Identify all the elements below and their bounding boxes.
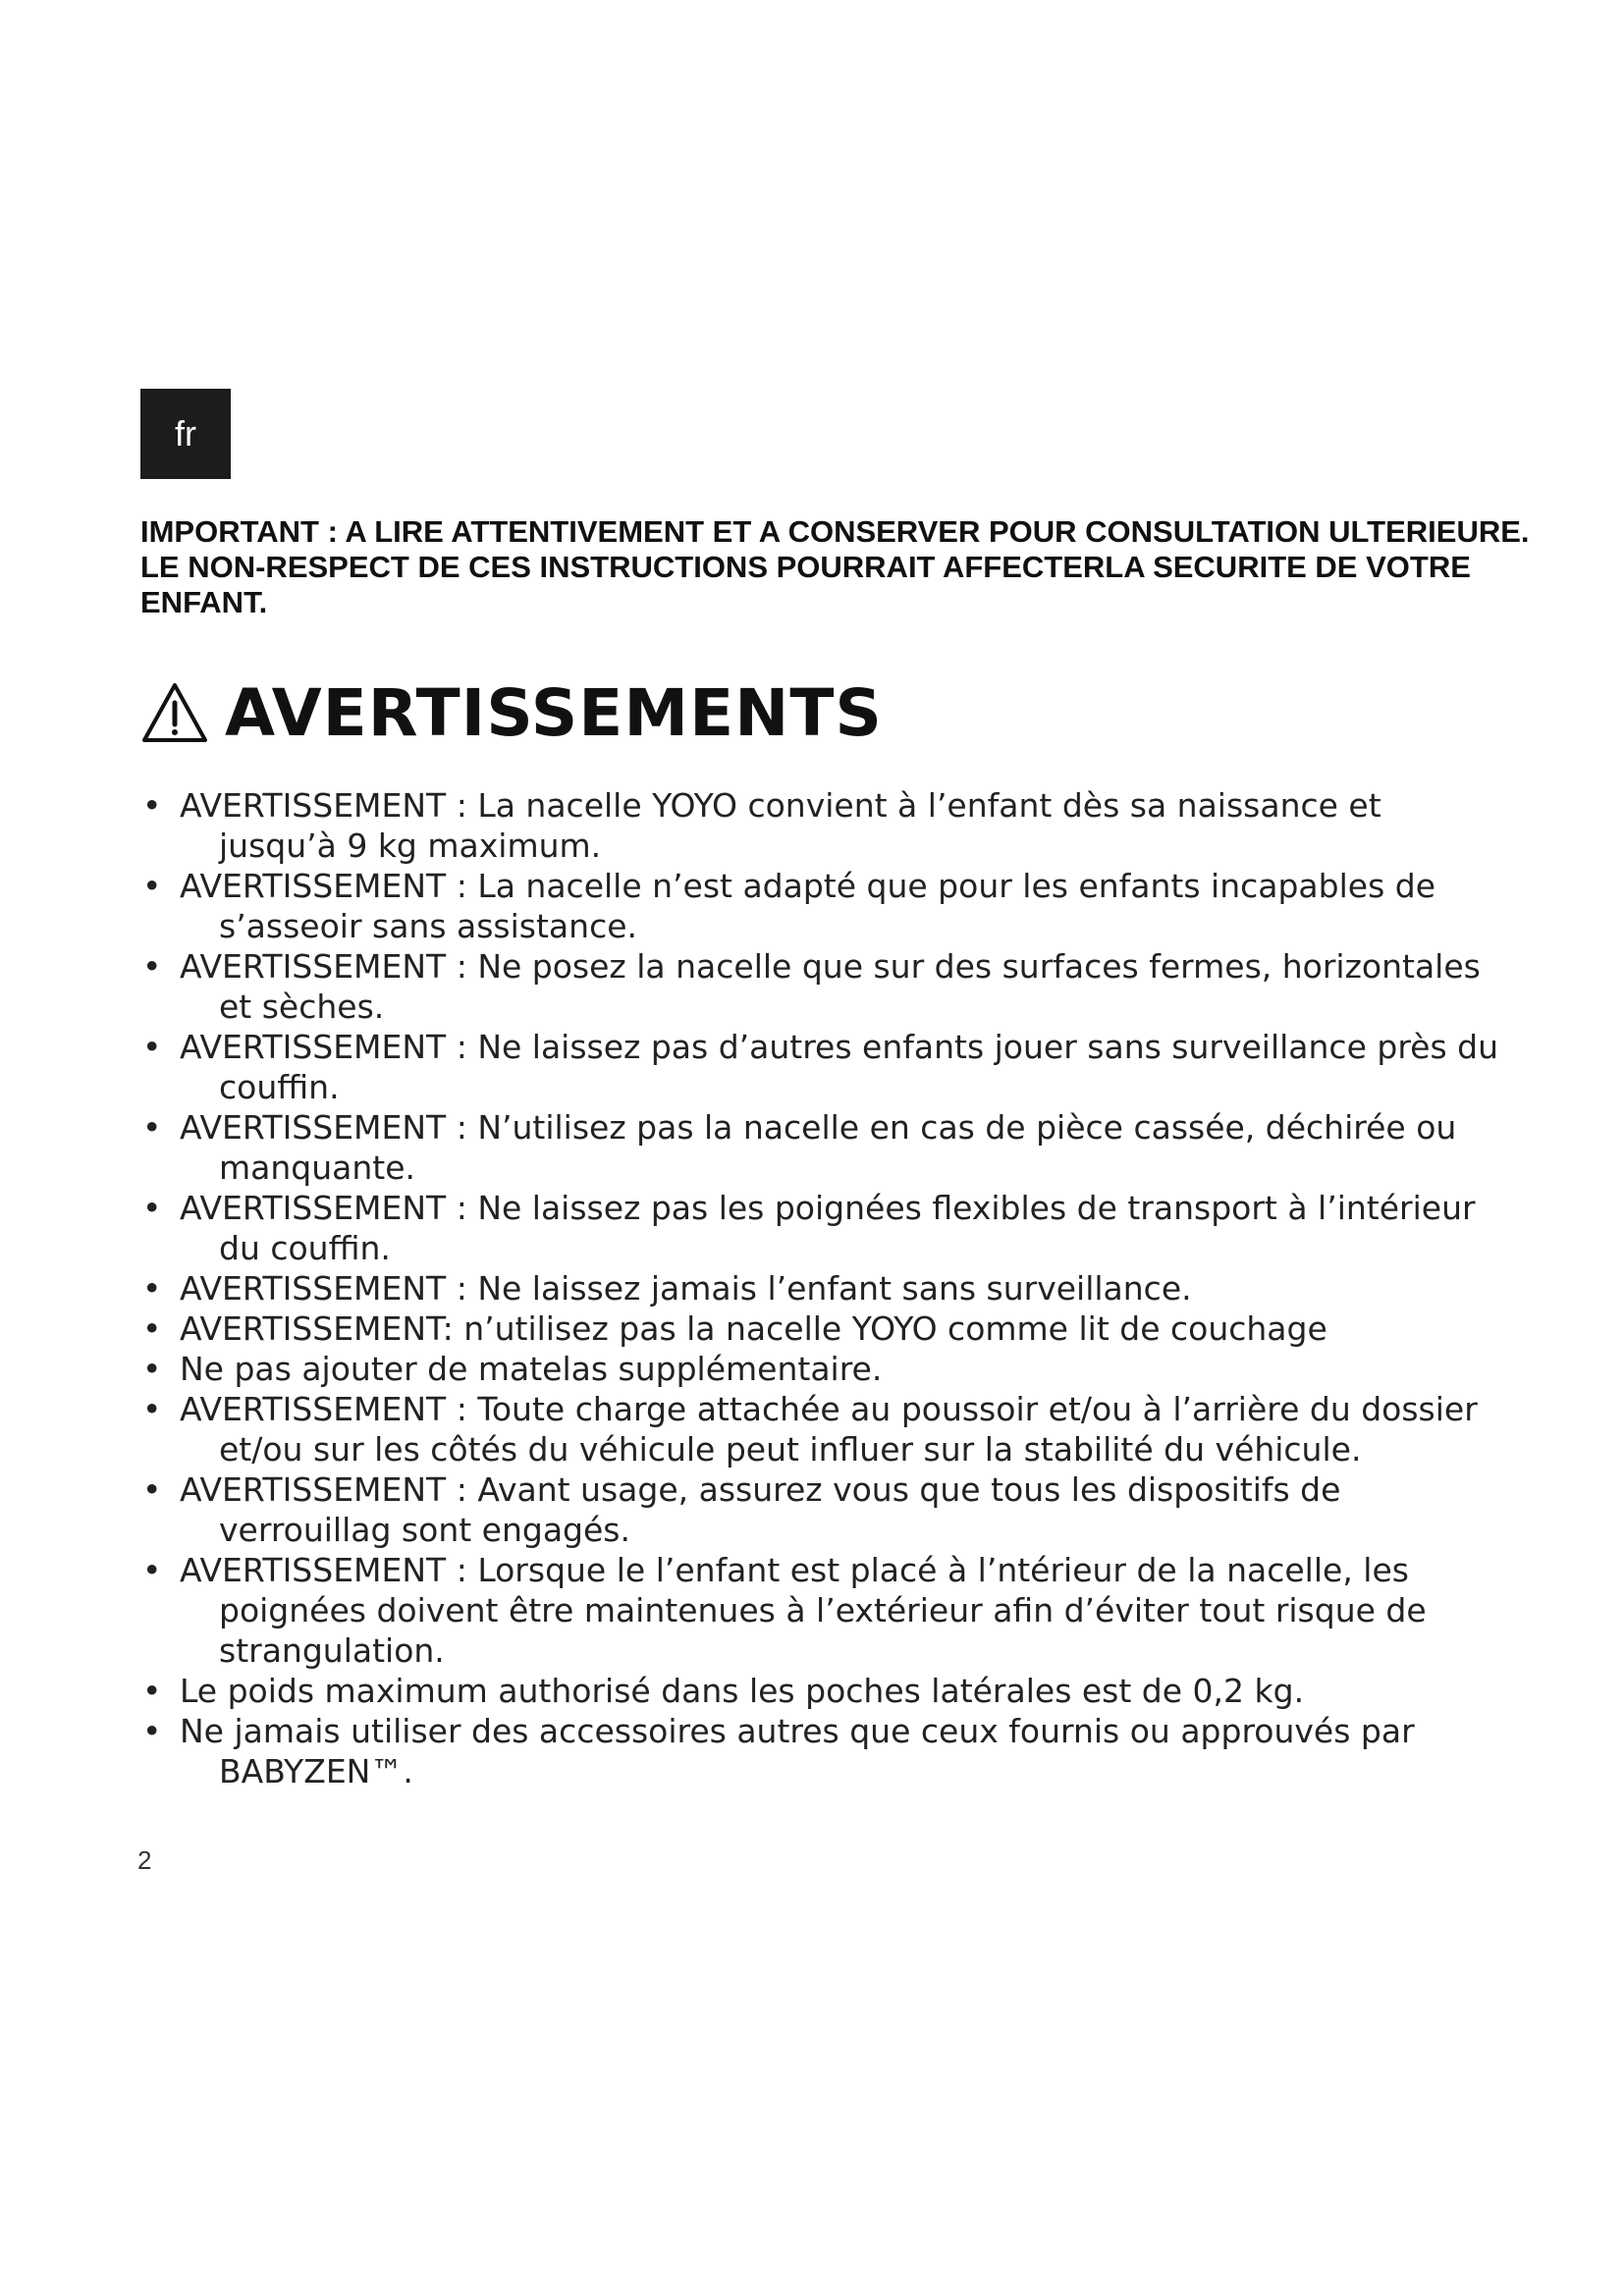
warning-text: BABYZEN™. — [219, 1752, 413, 1790]
warnings-heading — [140, 671, 883, 754]
bullet-icon: • — [142, 1470, 162, 1509]
warning-item — [140, 1671, 1515, 1711]
warning-item — [140, 866, 1515, 946]
bullet-icon: • — [142, 1028, 162, 1066]
warning-text: AVERTISSEMENT : Ne posez la nacelle que sur des surfaces fermes, horizontales — [180, 947, 1481, 986]
bullet-icon: • — [142, 947, 162, 986]
warning-item — [140, 1469, 1515, 1550]
warning-text: AVERTISSEMENT : La nacelle n’est adapté que pour les enfants incapables de — [180, 867, 1436, 905]
important-notice — [140, 514, 1530, 620]
warning-text: Ne pas ajouter de matelas supplémentaire. — [180, 1350, 883, 1388]
warning-item — [140, 946, 1515, 1027]
bullet-icon: • — [142, 786, 162, 825]
warning-item — [140, 1349, 1515, 1389]
bullet-icon: • — [142, 1672, 162, 1710]
warning-text: AVERTISSEMENT : Ne laissez pas les poignées flexibles de transport à l’intérieur — [180, 1189, 1476, 1227]
warning-text: couffin. — [219, 1068, 340, 1106]
bullet-icon: • — [142, 1712, 162, 1750]
warning-text: AVERTISSEMENT : Toute charge attachée au poussoir et/ou à l’arrière du dossier — [180, 1390, 1478, 1428]
warning-item — [140, 785, 1515, 866]
bullet-icon: • — [142, 1309, 162, 1348]
warning-text: Ne jamais utiliser des accessoires autres que ceux fournis ou approuvés par — [180, 1712, 1415, 1750]
bullet-icon: • — [142, 1350, 162, 1388]
bullet-icon: • — [142, 867, 162, 905]
warning-text: jusqu’à 9 kg maximum. — [219, 827, 602, 865]
warning-item — [140, 1308, 1515, 1349]
page-number: 2 — [137, 1845, 152, 1875]
bullet-icon: • — [142, 1189, 162, 1227]
warning-text: manquante. — [219, 1148, 416, 1187]
warning-text: strangulation. — [219, 1631, 445, 1670]
warning-text: et/ou sur les côtés du véhicule peut influer sur la stabilité du véhicule. — [219, 1430, 1362, 1468]
bullet-icon: • — [142, 1551, 162, 1589]
warning-text: AVERTISSEMENT : Avant usage, assurez vous que tous les dispositifs de — [180, 1470, 1341, 1509]
warning-item — [140, 1188, 1515, 1268]
warning-item — [140, 1389, 1515, 1469]
bullet-icon: • — [142, 1390, 162, 1428]
warning-text: AVERTISSEMENT : Lorsque le l’enfant est placé à l’ntérieur de la nacelle, les — [180, 1551, 1409, 1589]
warning-text: AVERTISSEMENT : Ne laissez jamais l’enfant sans surveillance. — [180, 1269, 1192, 1308]
warning-text: du couffin. — [219, 1229, 391, 1267]
warning-text: s’asseoir sans assistance. — [219, 907, 638, 945]
bullet-icon: • — [142, 1269, 162, 1308]
warning-text: AVERTISSEMENT : La nacelle YOYO convient à l’enfant dès sa naissance et — [180, 786, 1381, 825]
bullet-icon: • — [142, 1108, 162, 1147]
warning-item — [140, 1027, 1515, 1107]
warning-text: AVERTISSEMENT : N’utilisez pas la nacelle en cas de pièce cassée, déchirée ou — [180, 1108, 1457, 1147]
language-badge: fr — [140, 389, 231, 479]
warning-triangle-icon — [140, 681, 209, 744]
important-line: LE NON-RESPECT DE CES INSTRUCTIONS POURRAIT AFFECTERLA SECURITE DE VOTRE — [140, 550, 1471, 584]
important-line: IMPORTANT : A LIRE ATTENTIVEMENT ET A CONSERVER POUR CONSULTATION ULTERIEURE. — [140, 514, 1530, 549]
warning-item — [140, 1711, 1515, 1791]
warning-item — [140, 1268, 1515, 1308]
warning-item — [140, 1550, 1515, 1671]
warning-text: Le poids maximum authorisé dans les poches latérales est de 0,2 kg. — [180, 1672, 1305, 1710]
warning-text: AVERTISSEMENT : Ne laissez pas d’autres enfants jouer sans surveillance près du — [180, 1028, 1499, 1066]
warning-text: AVERTISSEMENT: n’utilisez pas la nacelle YOYO comme lit de couchage — [180, 1309, 1327, 1348]
page-title: AVERTISSEMENTS — [225, 674, 883, 751]
warning-text: poignées doivent être maintenues à l’extérieur afin d’éviter tout risque de — [219, 1591, 1427, 1629]
warning-text: verrouillag sont engagés. — [219, 1511, 630, 1549]
warning-text: et sèches. — [219, 988, 385, 1026]
important-line: ENFANT. — [140, 585, 268, 619]
warning-item — [140, 1107, 1515, 1188]
warnings-list — [140, 785, 1515, 1791]
